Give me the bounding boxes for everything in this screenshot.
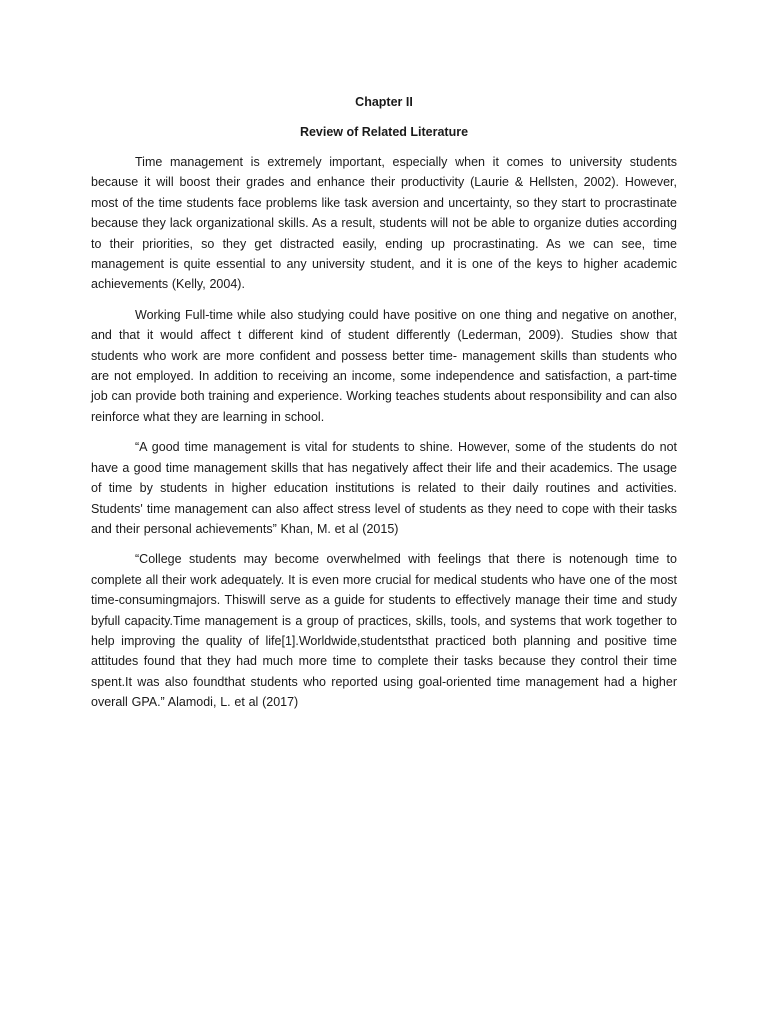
chapter-heading: Chapter II xyxy=(355,95,413,109)
paragraph-2: Working Full-time while also studying could have positive on one thing and negative on another, and that it would affect t different kind of student differently (Lederman, 2009). Studies show that students who work are more confident and possess better time- management skills than students who are not employed. In addition to receiving an income, some independence and satisfaction, a part-time job can provide both training and experience. Working teaches students about responsibility and can also reinforce what they are learning in school. xyxy=(91,307,677,424)
paragraph-3: “A good time management is vital for students to shine. However, some of the students do not have a good time management skills that has negatively affect their life and their academics. The usage of time by students in higher education institutions is related to their daily routines and activities. Students' time management can also affect stress level of students as they need to cope with their tasks and their personal achievements” Khan, M. et al (2015) xyxy=(91,440,677,536)
document-page xyxy=(91,92,677,723)
paragraph-4: “College students may become overwhelmed with feelings that there is notenough time to complete all their work adequately. It is even more crucial for medical students who have one of the most time-consumingmajors. Thiswill serve as a guide for students to effectively manage their time and study byfull capacity.Time management is a group of practices, skills, tools, and systems that work together to help improving the quality of life[1].Worldwide,studentsthat practiced both planning and positive time attitudes found that they had much more time to complete their tasks because they control their time spent.It was also foundthat students who reported using goal-oriented time management had a higher overall GPA.” Alamodi, L. et al (2017) xyxy=(91,552,677,710)
section-title: Review of Related Literature xyxy=(299,125,469,139)
paragraph-1: Time management is extremely important, especially when it comes to university students because it will boost their grades and enhance their productivity (Laurie & Hellsten, 2002). However, most of the time students face problems like task aversion and uncertainty, so they start to procrastinate because they lack organizational skills. As a result, students will not be able to organize duties according to their priorities, so they get distracted easily, ending up procrastinating. As we can see, time management is quite essential to any university student, and it is one of the keys to higher academic achievements (Kelly, 2004). xyxy=(91,155,677,292)
